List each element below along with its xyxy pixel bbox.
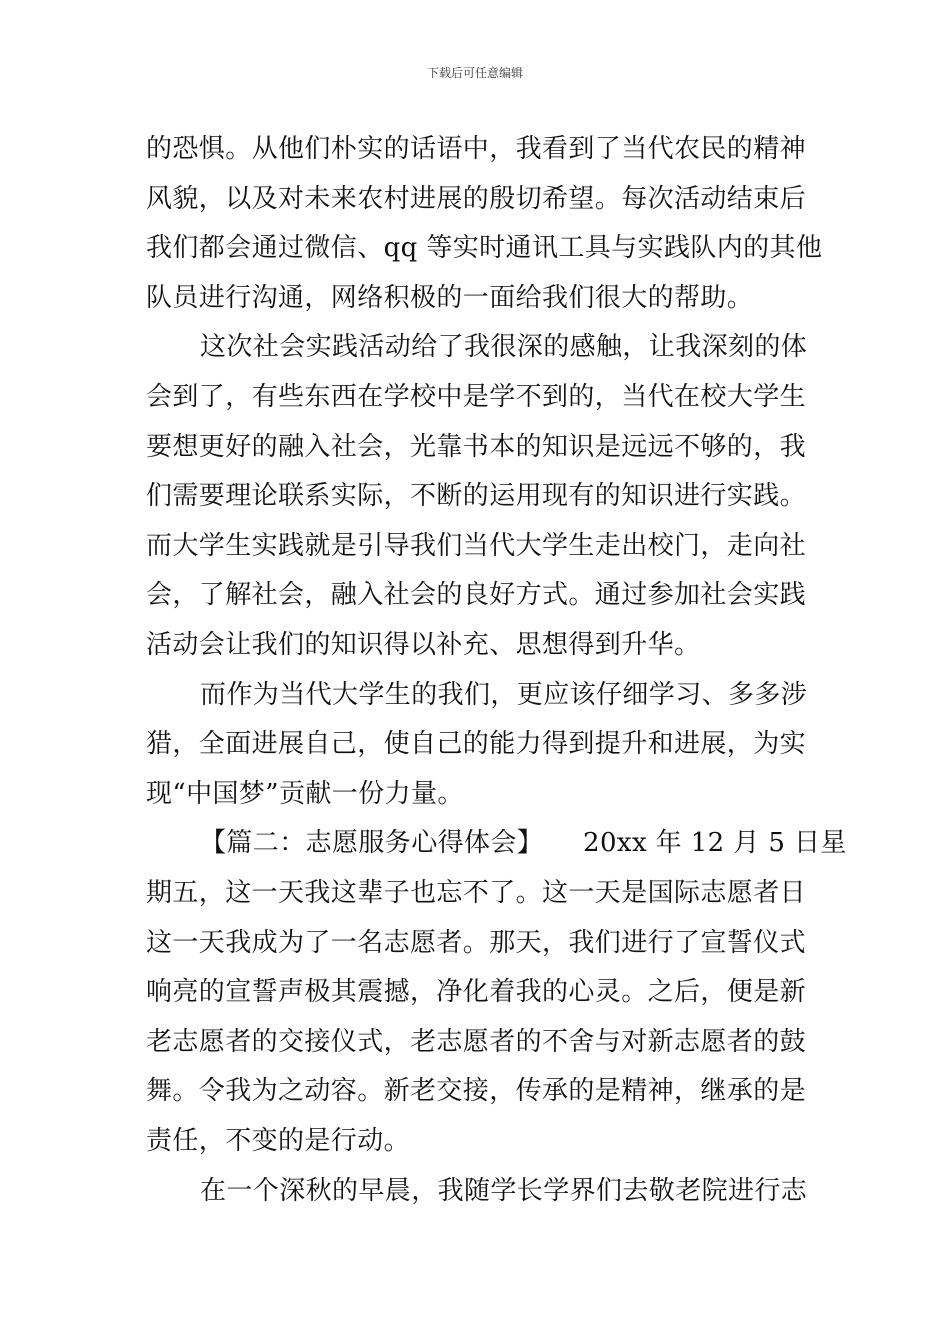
body-line: 在一个深秋的早晨，我随学长学界们去敬老院进行志 [200,1175,808,1206]
body-line: 风貌，以及对未来农村进展的殷切希望。每次活动结束后 [146,183,807,214]
body-line: 而大学生实践就是引导我们当代大学生走出校门，走向社 [146,530,807,561]
body-line: 现“中国梦”贡献一份力量。 [146,778,464,809]
body-line: 们需要理论联系实际，不断的运用现有的知识进行实践。 [146,481,807,512]
body-line: 这一天我成为了一名志愿者。那天，我们进行了宣誓仪式 [146,927,807,958]
body-line: 舞。令我为之动容。新老交接，传承的是精神，继承的是 [146,1076,807,1107]
body-line: 老志愿者的交接仪式，老志愿者的不舍与对新志愿者的鼓 [146,1026,807,1057]
body-line: 响亮的宣誓声极其震撼，净化着我的心灵。之后，便是新 [146,977,807,1008]
body-line: 队员进行沟通，网络积极的一面给我们很大的帮助。 [146,282,754,313]
body-line: 要想更好的融入社会，光靠书本的知识是远远不够的，我 [146,431,807,462]
body-line: 猎，全面进展自己，使自己的能力得到提升和进展，为实 [146,729,807,760]
section-heading-line: 【篇二：志愿服务心得体会】 20xx 年 12 月 5 日星 [200,828,847,859]
body-line: 的恐惧。从他们朴实的话语中，我看到了当代农民的精神 [146,134,807,164]
body-line: 会到了，有些东西在学校中是学不到的，当代在校大学生 [146,382,807,412]
body-line: 活动会让我们的知识得以补充、思想得到升华。 [146,630,701,660]
body-line: 这次社会实践活动给了我很深的感触，让我深刻的体 [200,332,808,363]
body-line: 会，了解社会，融入社会的良好方式。通过参加社会实践 [146,580,807,611]
header-note: 下载后可任意编辑 [426,66,523,80]
body-line: 我们都会通过微信、qq 等实时通讯工具与实践队内的其他 [146,233,823,264]
body-line: 责任，不变的是行动。 [146,1126,411,1156]
body-line: 期五，这一天我这辈子也忘不了。这一天是国际志愿者日 [146,878,807,908]
body-line: 而作为当代大学生的我们，更应该仔细学习、多多涉 [200,679,808,710]
